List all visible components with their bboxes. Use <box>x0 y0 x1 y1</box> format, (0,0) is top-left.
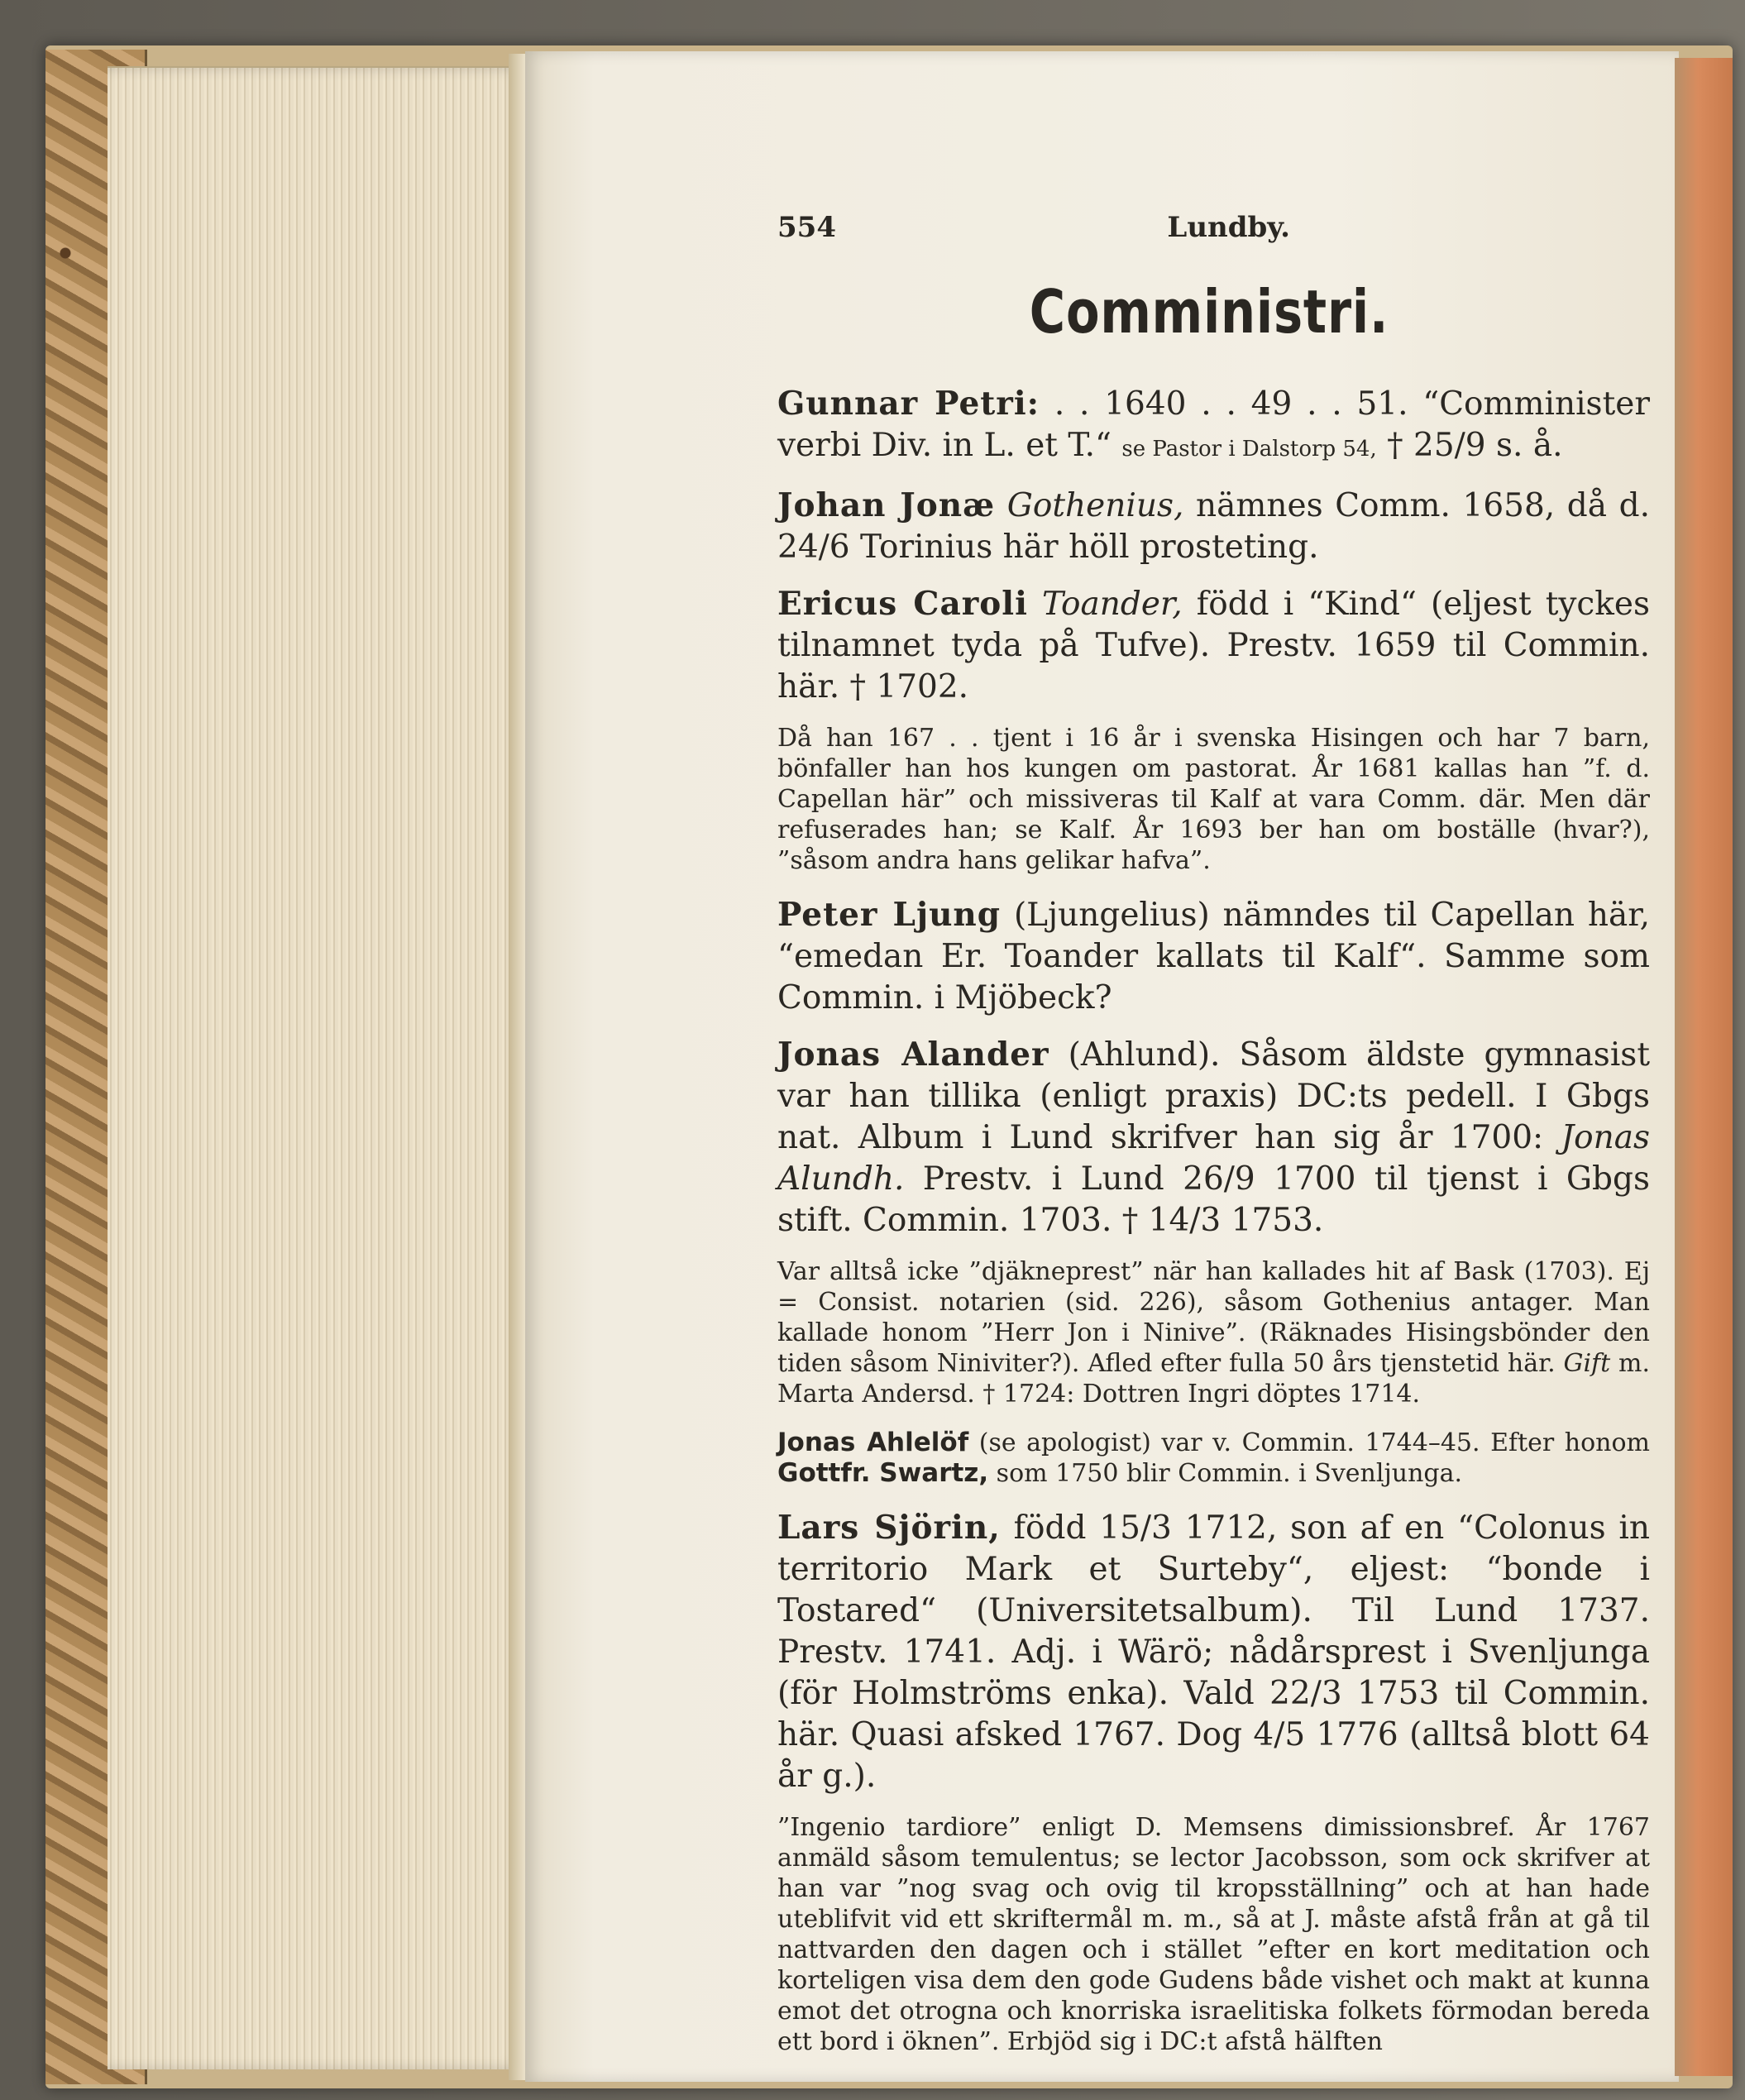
entry-text: . . 1640 . . 49 . . 51. “Comminister verbi Div. in L. et T.“ <box>777 385 1650 464</box>
entry-surname: Gothenius, <box>1006 487 1184 524</box>
page-stack-left <box>108 66 525 2069</box>
entry-text-2: Prestv. i Lund 26/9 1700 til tjenst i Gbgs stift. Commin. 1703. † 14/3 1753. <box>777 1160 1650 1239</box>
running-head: Lundby. <box>1167 211 1290 244</box>
entry-name: Johan Jonæ <box>777 486 996 524</box>
entry-text: född 15/3 1712, son af en “Colonus in territorio Mark et Surteby“, eljest: “bonde i Tostared“ (Universitetsalbum). Til Lund 1737. Prestv. 1741. Adj. i Wärö; nådårsprest i Svenljunga (för Holmströms enka). Vald 22/3 1753 til Commin. här. Quasi afsked 1767. Dog 4/5 1776 (alltså blott 64 år g.). <box>777 1509 1651 1795</box>
note-toander: Då han 167 . . tjent i 16 år i svenska Hisingen och har 7 barn, bönfaller han hos kungen om pastorat. År 1681 kallas han ”f. d. Capellan här” och missiveras til Kalf at vara Comm. där. Men där refuserades han; se Kalf. År 1693 ber han om boställe (hvar?), ”såsom andra hans gelikar hafva”. <box>777 724 1650 875</box>
note-sjorin: ”Ingenio tardiore” enligt D. Memsens dimissionsbref. År 1767 anmäld såsom temulentus; se lector Jacobsson, som ock skrifver at han var ”nog svag och ovig til kropsställning” och at han hade uteblifvit vid ett skriftermål m. m., så at J. måste afstå från at gå til nattvarden den dagen och i stället ”efter en kort meditation och korteligen visa dem den gode Gudens både vishet och makt at kunna emot det otrogna och knorriska israelitiska folkets förmodan bereda ett bord i öknen”. Erbjöd sig i DC:t afstå hälften <box>777 1813 1650 2056</box>
entry-text: född i “Kind“ (eljest tyckes tilnamnet tyda på Tufve). Prestv. 1659 til Commin. här. † 1702. <box>777 586 1650 706</box>
note-name: Jonas Ahlelöf <box>777 1428 969 1457</box>
page-text <box>777 211 1650 2075</box>
entry-name: Lars Sjörin, <box>777 1509 1001 1547</box>
section-title: Comministri. <box>1029 277 1389 347</box>
entry-name: Jonas Alander <box>777 1036 1049 1074</box>
right-page-edge <box>1675 58 1733 2076</box>
entry-lars-sjorin <box>777 1507 1650 1797</box>
entry-reference: se Pastor i Dalstorp 54, <box>1121 437 1377 462</box>
entry-jonas-alander <box>777 1034 1650 1241</box>
entry-italic: Jonas Alundh. <box>777 1119 1650 1198</box>
entry-tail: † 25/9 s. å. <box>1387 427 1563 464</box>
gutter <box>509 54 527 2080</box>
entry-text: nämnes Comm. 1658, då d. 24/6 Torinius här höll prosteting. <box>777 487 1651 566</box>
note-name-2: Gottfr. Swartz, <box>777 1458 989 1488</box>
entry-peter-ljung <box>777 894 1650 1019</box>
note-text: (se apologist) var v. Commin. 1744–45. Efter honom <box>978 1428 1650 1457</box>
note-text: Var alltså icke ”djäkneprest” när han kallades hit af Bask (1703). Ej = Consist. notarien (sid. 226), såsom Gothenius antager. Man kallade honom ”Herr Jon i Ninive”. (Räknades Hisingsbönder den tiden såsom Niniviter?). Afled efter fulla 50 års tjenstetid här. <box>777 1257 1650 1378</box>
page-header <box>777 211 1290 244</box>
entry-name: Peter Ljung <box>777 896 1002 934</box>
entry-text: (Ahlund). Såsom äldste gymnasist var han tillika (enligt praxis) DC:ts pedell. I Gbgs nat. Album i Lund skrifver han sig år 1700: <box>777 1036 1650 1156</box>
entry-text: (Ljungelius) nämndes til Capellan här, “emedan Er. Toander kallats til Kalf“. Samme som Commin. i Mjöbeck? <box>777 897 1650 1017</box>
entry-ericus-caroli <box>777 583 1650 708</box>
page-number: 554 <box>777 211 836 244</box>
entry-name: Gunnar Petri: <box>777 385 1040 423</box>
entry-johan-jonae <box>777 485 1650 568</box>
entry-name: Ericus Caroli <box>777 585 1028 623</box>
note-text-2: m. Marta Andersd. † 1724: Dottren Ingri döptes 1714. <box>777 1349 1650 1409</box>
note-alander <box>777 1256 1650 1409</box>
note-italic: Gift <box>1563 1349 1611 1378</box>
note-ahlelof <box>777 1428 1650 1489</box>
entry-surname: Toander, <box>1042 586 1183 623</box>
entry-gunnar-petri <box>777 383 1650 470</box>
note-text-2: som 1750 blir Commin. i Svenljunga. <box>996 1459 1463 1488</box>
